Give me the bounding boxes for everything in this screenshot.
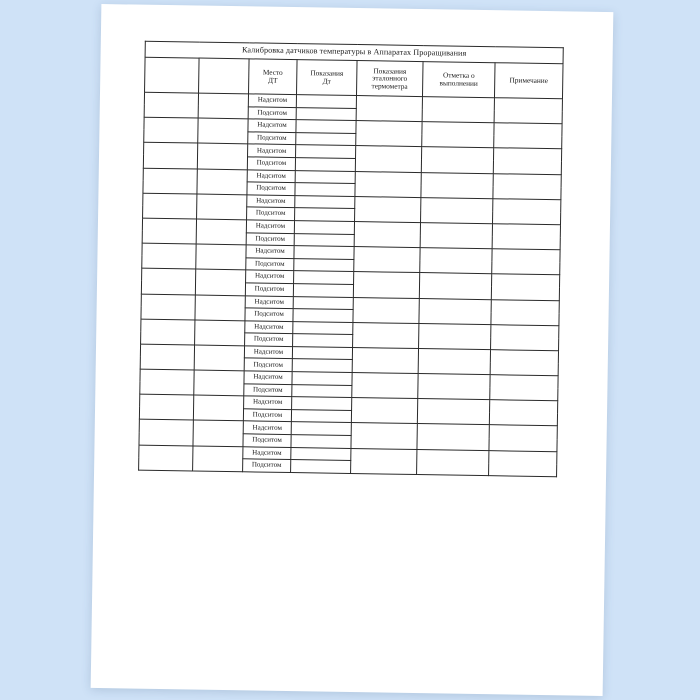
place-line: Под	[253, 385, 266, 394]
place-line: ситом	[266, 272, 285, 281]
cell-place-under	[245, 283, 293, 296]
cell-place-under	[244, 358, 292, 371]
column-header-mark	[422, 62, 495, 98]
place-line: Над	[252, 448, 264, 457]
cell-mark[interactable]	[421, 197, 493, 223]
cell-note[interactable]	[494, 98, 562, 124]
cell-etalon[interactable]	[355, 146, 421, 172]
cell-ap[interactable]	[195, 320, 245, 346]
cell-place-under	[248, 132, 296, 145]
place-line: ситом	[264, 423, 283, 432]
place-line: Под	[252, 410, 265, 419]
cell-date[interactable]	[144, 92, 198, 118]
place-line: ситом	[265, 335, 284, 344]
cell-mark[interactable]	[418, 374, 490, 400]
cell-etalon[interactable]	[353, 322, 419, 348]
cell-ap[interactable]	[193, 446, 243, 472]
place-line: ситом	[269, 120, 287, 130]
cell-date[interactable]	[140, 369, 194, 395]
document-page	[91, 4, 614, 696]
place-line: Над	[253, 347, 266, 356]
cell-dt-under[interactable]	[296, 132, 356, 146]
cell-ap[interactable]	[194, 345, 244, 371]
cell-place-over	[245, 295, 293, 308]
cell-note[interactable]	[492, 224, 560, 250]
place-line: Над	[255, 221, 268, 230]
cell-dt-over[interactable]	[294, 221, 354, 235]
cell-dt-under[interactable]	[295, 183, 355, 197]
place-line: ситом	[268, 158, 287, 168]
place-line: Под	[252, 435, 265, 444]
cell-dt-under[interactable]	[295, 208, 355, 222]
place-line: ситом	[264, 385, 283, 394]
place-line: ситом	[264, 410, 283, 419]
cell-place-over	[244, 371, 292, 384]
cell-mark[interactable]	[421, 172, 493, 198]
table-body	[139, 41, 564, 476]
place-line: ситом	[267, 221, 286, 230]
cell-mark[interactable]	[417, 399, 489, 425]
cell-note[interactable]	[493, 198, 561, 224]
cell-ap[interactable]	[197, 194, 247, 220]
column-header-place	[249, 59, 298, 95]
cell-etalon[interactable]	[352, 347, 418, 373]
cell-mark[interactable]	[419, 298, 491, 324]
cell-dt-under[interactable]	[293, 334, 353, 348]
column-header-line: термометра	[371, 81, 408, 91]
place-line: Под	[255, 208, 268, 218]
cell-ap[interactable]	[194, 370, 244, 396]
cell-note[interactable]	[494, 123, 562, 149]
place-line: Под	[254, 284, 267, 293]
place-line: ситом	[265, 372, 283, 382]
cell-place-over	[248, 119, 296, 132]
column-header-line	[199, 76, 248, 77]
cell-etalon[interactable]	[351, 448, 417, 474]
cell-mark[interactable]	[421, 147, 493, 173]
cell-ap[interactable]	[198, 118, 248, 144]
place-line: ситом	[268, 146, 287, 155]
cell-place-over	[243, 421, 291, 434]
cell-date[interactable]	[141, 269, 195, 295]
cell-ap[interactable]	[197, 143, 247, 169]
cell-note[interactable]	[491, 324, 559, 350]
cell-dt-over[interactable]	[293, 296, 353, 310]
place-line: ситом	[267, 234, 286, 243]
cell-place-over	[247, 169, 295, 182]
cell-date[interactable]	[140, 344, 194, 370]
cell-note[interactable]	[491, 274, 559, 300]
cell-ap[interactable]	[195, 269, 245, 295]
place-line: Под	[251, 460, 264, 469]
column-header-line: Отметка о	[442, 70, 475, 81]
cell-note[interactable]	[491, 299, 559, 325]
cell-etalon[interactable]	[353, 297, 419, 323]
cell-place-under	[248, 106, 296, 119]
cell-date[interactable]	[143, 143, 197, 169]
cell-place-over	[244, 396, 292, 409]
cell-mark[interactable]	[417, 449, 489, 475]
place-line: Над	[253, 372, 266, 381]
place-line: ситом	[269, 95, 288, 105]
cell-etalon[interactable]	[355, 171, 421, 197]
cell-place-over	[243, 446, 291, 459]
place-line: Над	[256, 171, 269, 180]
cell-etalon[interactable]	[353, 272, 419, 298]
column-header-line: выполнении	[439, 78, 478, 88]
cell-mark[interactable]	[420, 222, 492, 248]
column-header-line: Показания	[310, 68, 344, 79]
cell-note[interactable]	[490, 350, 558, 376]
place-line: ситом	[266, 309, 284, 319]
cell-ap[interactable]	[193, 395, 243, 421]
cell-place-under	[243, 409, 291, 422]
column-header-ap	[199, 58, 250, 94]
place-line: Над	[254, 297, 267, 306]
cell-dt-over[interactable]	[296, 95, 356, 109]
cell-ap[interactable]	[196, 244, 246, 270]
cell-dt-over[interactable]	[291, 422, 351, 436]
cell-dt-over[interactable]	[295, 195, 355, 209]
cell-date[interactable]	[143, 193, 197, 219]
form-area	[135, 41, 563, 667]
cell-date[interactable]	[144, 117, 198, 143]
place-line: ситом	[263, 448, 282, 457]
cell-ap[interactable]	[196, 219, 246, 245]
cell-place-under	[244, 383, 292, 396]
cell-place-over	[246, 220, 294, 233]
place-line: ситом	[264, 398, 283, 407]
cell-etalon[interactable]	[351, 398, 417, 424]
cell-dt-under[interactable]	[291, 435, 351, 449]
column-header-line: ДТ	[267, 75, 278, 85]
cell-place-under	[246, 232, 294, 245]
cell-dt-under[interactable]	[296, 107, 356, 121]
cell-place-over	[245, 321, 293, 334]
place-line: ситом	[266, 259, 285, 268]
cell-mark[interactable]	[419, 323, 491, 349]
cell-dt-over[interactable]	[291, 447, 351, 461]
column-header-line	[145, 75, 198, 76]
cell-mark[interactable]	[420, 248, 492, 274]
place-line: Над	[254, 322, 266, 331]
place-line: ситом	[266, 297, 284, 306]
cell-place-under	[243, 459, 291, 472]
cell-etalon[interactable]	[351, 423, 417, 449]
place-line: ситом	[265, 347, 284, 356]
cell-etalon[interactable]	[356, 121, 422, 147]
cell-place-over	[248, 94, 296, 107]
cell-note[interactable]	[489, 400, 557, 426]
cell-note[interactable]	[489, 450, 557, 476]
cell-dt-over[interactable]	[292, 397, 352, 411]
cell-dt-over[interactable]	[292, 372, 352, 386]
cell-place-over	[244, 346, 292, 359]
place-line: Под	[256, 158, 269, 167]
place-line: Над	[254, 271, 267, 281]
place-line: Над	[255, 246, 268, 255]
cell-place-over	[247, 195, 295, 208]
place-line: Над	[257, 95, 270, 104]
cell-note[interactable]	[493, 148, 561, 174]
cell-ap[interactable]	[195, 295, 245, 321]
column-header-line: Место	[262, 67, 283, 78]
cell-date[interactable]	[139, 394, 193, 420]
cell-ap[interactable]	[193, 420, 243, 446]
cell-place-under	[247, 207, 295, 220]
cell-dt-over[interactable]	[296, 145, 356, 159]
cell-dt-under[interactable]	[291, 460, 351, 474]
cell-dt-over[interactable]	[294, 271, 354, 285]
cell-note[interactable]	[489, 425, 557, 451]
place-line: Под	[256, 133, 270, 142]
cell-dt-under[interactable]	[293, 283, 353, 297]
place-line: Под	[255, 259, 268, 268]
cell-etalon[interactable]	[355, 196, 421, 222]
place-line: ситом	[267, 246, 285, 256]
place-line: ситом	[268, 171, 286, 180]
calibration-log-table	[138, 41, 564, 477]
place-line: ситом	[265, 322, 284, 331]
place-line: Под	[253, 334, 266, 344]
cell-date[interactable]	[139, 420, 193, 446]
document-title: Калибровка датчиков температуры в Аппаратах Проращивания	[145, 41, 563, 64]
cell-mark[interactable]	[422, 97, 494, 123]
cell-dt-over[interactable]	[294, 246, 354, 260]
place-line: Под	[256, 183, 269, 192]
column-header-dt	[297, 60, 358, 96]
cell-note[interactable]	[492, 249, 560, 275]
column-header-etalon	[356, 61, 423, 97]
cell-place-under	[247, 157, 295, 170]
cell-note[interactable]	[493, 173, 561, 199]
cell-mark[interactable]	[417, 424, 489, 450]
cell-ap[interactable]	[197, 169, 247, 195]
column-header-line: эталонного	[372, 73, 408, 84]
cell-dt-over[interactable]	[292, 346, 352, 360]
cell-dt-over[interactable]	[295, 170, 355, 184]
cell-mark[interactable]	[418, 348, 490, 374]
place-line: ситом	[268, 133, 287, 142]
place-line: ситом	[263, 460, 282, 470]
cell-mark[interactable]	[422, 122, 494, 148]
cell-date[interactable]	[141, 319, 195, 345]
cell-note[interactable]	[490, 375, 558, 401]
place-line: ситом	[267, 209, 286, 218]
place-line: ситом	[265, 360, 284, 369]
place-line: Над	[252, 397, 265, 407]
cell-dt-under[interactable]	[291, 409, 351, 423]
cell-place-under	[247, 182, 295, 195]
place-line: Над	[256, 145, 269, 155]
place-line: ситом	[267, 196, 286, 205]
place-line: ситом	[264, 435, 282, 445]
cell-etalon[interactable]	[354, 247, 420, 273]
place-line: Над	[252, 423, 265, 432]
place-line: Под	[254, 309, 267, 318]
cell-dt-under[interactable]	[293, 309, 353, 323]
cell-etalon[interactable]	[352, 373, 418, 399]
cell-date[interactable]	[142, 218, 196, 244]
place-line: ситом	[268, 183, 286, 193]
place-line: Под	[257, 108, 270, 117]
cell-etalon[interactable]	[354, 221, 420, 247]
column-header-line: Показания	[373, 65, 407, 76]
column-header-date	[145, 57, 200, 93]
cell-dt-under[interactable]	[294, 258, 354, 272]
cell-date[interactable]	[142, 243, 196, 269]
cell-date[interactable]	[143, 168, 197, 194]
column-header-line: Дт	[322, 76, 331, 86]
cell-mark[interactable]	[419, 273, 491, 299]
cell-place-under	[246, 258, 294, 271]
place-line: Над	[257, 120, 270, 129]
column-header-line: Примечание	[509, 75, 549, 86]
cell-date[interactable]	[139, 445, 193, 471]
cell-dt-under[interactable]	[292, 359, 352, 373]
place-line: ситом	[269, 108, 288, 117]
cell-dt-under[interactable]	[294, 233, 354, 247]
cell-place-over	[246, 270, 294, 283]
place-line: Под	[253, 360, 266, 369]
cell-ap[interactable]	[198, 93, 248, 119]
cell-dt-under[interactable]	[292, 384, 352, 398]
place-line: Над	[256, 196, 268, 205]
place-line: ситом	[266, 284, 285, 293]
cell-etalon[interactable]	[356, 96, 422, 122]
cell-place-under	[245, 333, 293, 346]
place-line: Под	[255, 234, 268, 243]
cell-dt-over[interactable]	[296, 120, 356, 134]
cell-place-under	[243, 434, 291, 447]
cell-place-over	[246, 245, 294, 258]
cell-date[interactable]	[141, 294, 195, 320]
cell-place-under	[245, 308, 293, 321]
cell-dt-over[interactable]	[293, 321, 353, 335]
column-header-note	[494, 63, 563, 99]
cell-dt-under[interactable]	[295, 158, 355, 172]
cell-place-over	[248, 144, 296, 157]
